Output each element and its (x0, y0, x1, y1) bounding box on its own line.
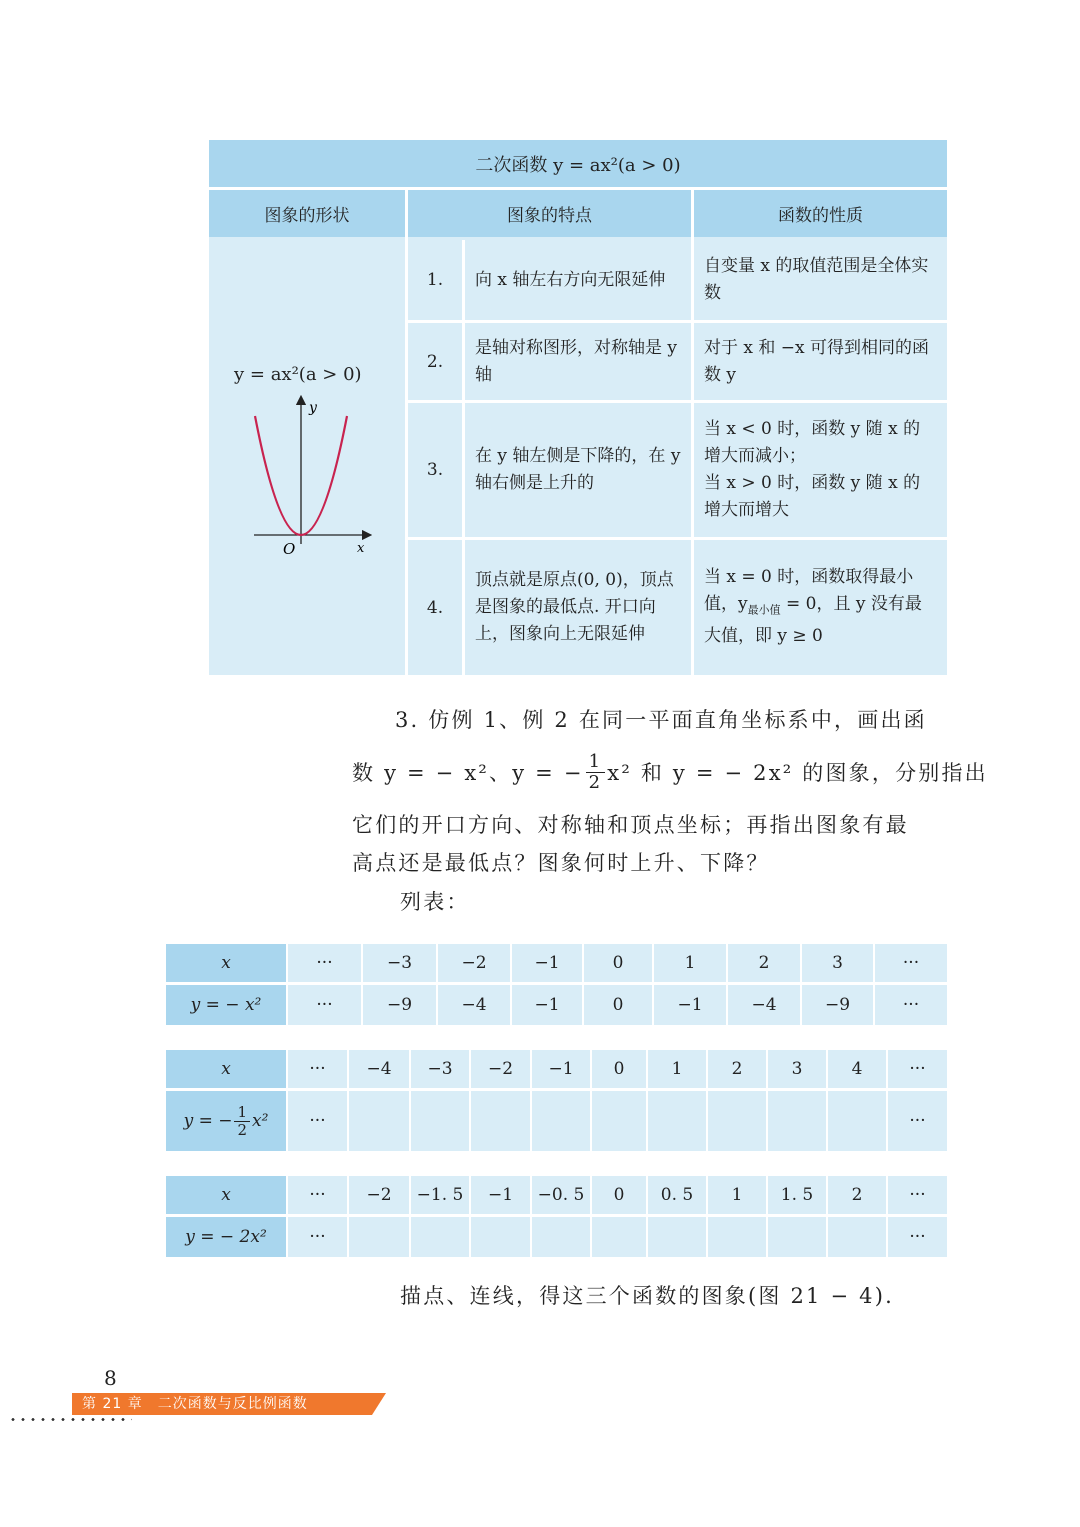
row-1-property (694, 240, 947, 320)
y-value-cell: −4 (438, 985, 510, 1025)
row-1-feature-text: 向 x 轴左右方向无限延伸 (475, 269, 666, 290)
y-value-cell: −1 (512, 985, 582, 1025)
x-value-cell: 3 (768, 1050, 826, 1088)
value-table-2 (166, 1050, 947, 1151)
x-value-cell: 0 (592, 1176, 646, 1214)
x-value-cell: −1 (532, 1050, 590, 1088)
summary-title-text: 二次函数 y = ax²(a > 0) (475, 154, 681, 176)
row-4-property-sub: 最小值 (747, 603, 781, 617)
fraction-denominator: 2 (586, 772, 606, 793)
y-value-cell (349, 1091, 409, 1151)
header-property-text: 函数的性质 (778, 206, 863, 226)
x-label: x (221, 1185, 231, 1205)
y-value-cell: ··· (288, 1091, 347, 1151)
exercise-line-5 (400, 882, 470, 922)
row-4-number (408, 540, 462, 675)
y-value-cell (532, 1091, 590, 1151)
page-number-text: 8 (104, 1366, 117, 1390)
exercise-line-1 (395, 700, 927, 740)
x-value-cell: −2 (471, 1050, 530, 1088)
y-value-cell: −1 (654, 985, 726, 1025)
x-value-cell: ··· (288, 1176, 347, 1214)
x-value-cell: −0. 5 (532, 1176, 590, 1214)
exercise-line-4-text: 高点还是最低点？图象何时上升、下降？ (352, 851, 770, 875)
row-4-property-b: = 0，且 y 没有最大值，即 y ≥ 0 (704, 594, 922, 647)
closing-line (400, 1276, 894, 1316)
x-axis-label: x (357, 541, 365, 554)
exercise-line-2 (352, 752, 988, 793)
y-value-cell (411, 1217, 469, 1257)
y-value-cell: −9 (802, 985, 873, 1025)
x-value-cell: −1 (471, 1176, 530, 1214)
row-3-number (408, 403, 462, 537)
row-1-number (408, 240, 462, 320)
x-value-cell: ··· (888, 1050, 947, 1088)
exercise-line-4 (352, 843, 770, 883)
y-value-cell (411, 1091, 469, 1151)
y-label-cell (166, 1091, 286, 1151)
header-shape-text: 图象的形状 (264, 206, 350, 226)
x-value-cell: −1. 5 (411, 1176, 469, 1214)
row-1-feature (465, 240, 691, 320)
y-value-cell (768, 1091, 826, 1151)
x-value-cell: ··· (288, 944, 361, 982)
y-value-cell: −4 (728, 985, 800, 1025)
x-value-cell: ··· (888, 1176, 947, 1214)
y-value-cell (648, 1091, 706, 1151)
exercise-line-3 (352, 805, 909, 845)
y-value-cell: 0 (584, 985, 652, 1025)
y-label-b: x² (252, 1111, 269, 1131)
x-value-cell: 1 (648, 1050, 706, 1088)
y-value-cell (592, 1217, 646, 1257)
header-feature (408, 190, 691, 237)
x-value-cell: ··· (875, 944, 947, 982)
x-value-cell: 2 (708, 1050, 766, 1088)
exercise-line-2-b: x² 和 y = − 2x² 的图象，分别指出 (607, 760, 988, 785)
x-value-cell: ··· (288, 1050, 347, 1088)
x-label-cell (166, 1050, 286, 1088)
header-shape (209, 190, 405, 237)
row-3-property-a: 当 x < 0 时，函数 y 随 x 的增大而减小； (704, 419, 921, 466)
row-3-number-text: 3. (426, 460, 444, 480)
header-property (694, 190, 947, 237)
x-label: x (221, 953, 231, 973)
x-label-cell (166, 1176, 286, 1214)
x-value-cell: −2 (438, 944, 510, 982)
x-value-cell: 0. 5 (648, 1176, 706, 1214)
row-3-feature (465, 403, 691, 537)
y-fraction-numerator: 1 (237, 1102, 248, 1121)
x-value-cell: 2 (728, 944, 800, 982)
row-4-feature (465, 540, 691, 675)
exercise-line-2-a: 数 y = − x²、y = − (352, 760, 584, 785)
header-feature-text: 图象的特点 (507, 206, 592, 226)
row-1-number-text: 1. (426, 270, 444, 290)
x-value-cell: 0 (592, 1050, 646, 1088)
origin-label: O (283, 540, 296, 554)
row-4-property-a: 当 x = 0 时，函数取得最小值，y (704, 567, 914, 614)
summary-table (209, 140, 947, 675)
y-value-cell (532, 1217, 590, 1257)
closing-line-text: 描点、连线，得这三个函数的图象(图 21 − 4). (400, 1284, 894, 1308)
y-fraction-denominator: 2 (234, 1121, 250, 1139)
x-value-cell: −4 (349, 1050, 409, 1088)
x-label-cell (166, 944, 286, 982)
x-value-cell: 0 (584, 944, 652, 982)
x-value-cell: 2 (828, 1176, 886, 1214)
y-label-a: y = − (183, 1111, 233, 1131)
row-2-property (694, 323, 947, 400)
y-value-cell (708, 1091, 766, 1151)
exercise-line-5-text: 列表： (400, 890, 470, 914)
row-2-feature-text: 是轴对称图形，对称轴是 y 轴 (475, 337, 678, 385)
y-value-cell (471, 1217, 530, 1257)
fraction-numerator: 1 (588, 751, 603, 772)
footer-dots (8, 1418, 132, 1421)
y-label: y = − x² (190, 995, 262, 1015)
parabola-graph (239, 394, 379, 554)
x-value-cell: 1. 5 (768, 1176, 826, 1214)
x-value-cell: 4 (828, 1050, 886, 1088)
chapter-title-text: 第 21 章 二次函数与反比例函数 (82, 1396, 308, 1412)
value-table-3 (166, 1176, 947, 1257)
y-label-cell (166, 1217, 286, 1257)
row-3-feature-text: 在 y 轴左侧是下降的，在 y 轴右侧是上升的 (475, 446, 681, 493)
exercise-line-3-text: 它们的开口方向、对称轴和顶点坐标；再指出图象有最 (352, 813, 909, 837)
row-4-feature-text: 顶点就是原点(0, 0)，顶点是图象的最低点. 开口向上，图象向上无限延伸 (475, 570, 674, 644)
y-value-cell: ··· (875, 985, 947, 1025)
x-value-cell: −3 (363, 944, 436, 982)
x-value-cell: −1 (512, 944, 582, 982)
y-value-cell (828, 1091, 886, 1151)
y-value-cell (828, 1217, 886, 1257)
row-1-property-text: 自变量 x 的取值范围是全体实数 (704, 256, 929, 303)
fraction-half (586, 752, 606, 793)
graph-label (234, 364, 362, 385)
y-value-cell (648, 1217, 706, 1257)
exercise-line-1-text: 3. 仿例 1、例 2 在同一平面直角坐标系中，画出函 (395, 708, 927, 732)
y-value-cell: ··· (888, 1091, 947, 1151)
row-2-feature (465, 323, 691, 400)
y-label: y = − 2x² (185, 1227, 267, 1247)
row-4-property (694, 540, 947, 675)
y-value-cell: ··· (288, 1217, 347, 1257)
x-value-cell: 3 (802, 944, 873, 982)
row-2-property-text: 对于 x 和 −x 可得到相同的函数 y (704, 337, 930, 385)
x-value-cell: −3 (411, 1050, 469, 1088)
row-3-property-b: 当 x > 0 时，函数 y 随 x 的增大而增大 (704, 473, 921, 520)
x-value-cell: 1 (708, 1176, 766, 1214)
summary-table-title (209, 140, 947, 187)
y-label-fraction (234, 1104, 250, 1139)
y-axis-label: y (309, 400, 317, 416)
x-value-cell: 1 (654, 944, 726, 982)
x-label: x (221, 1059, 231, 1079)
row-2-number (408, 323, 462, 400)
x-value-cell: −2 (349, 1176, 409, 1214)
y-value-cell: ··· (288, 985, 361, 1025)
y-value-cell: −9 (363, 985, 436, 1025)
y-value-cell (349, 1217, 409, 1257)
y-value-cell (768, 1217, 826, 1257)
y-value-cell: ··· (888, 1217, 947, 1257)
chapter-title (82, 1393, 308, 1415)
row-3-property (694, 403, 947, 537)
y-value-cell (708, 1217, 766, 1257)
row-2-number-text: 2. (426, 351, 444, 372)
page-number (104, 1366, 117, 1390)
row-4-number-text: 4. (426, 597, 444, 618)
value-table-1 (166, 944, 947, 1025)
y-value-cell (592, 1091, 646, 1151)
y-value-cell (471, 1091, 530, 1151)
y-label-cell (166, 985, 286, 1025)
graph-label-text: y = ax²(a > 0) (234, 364, 362, 385)
